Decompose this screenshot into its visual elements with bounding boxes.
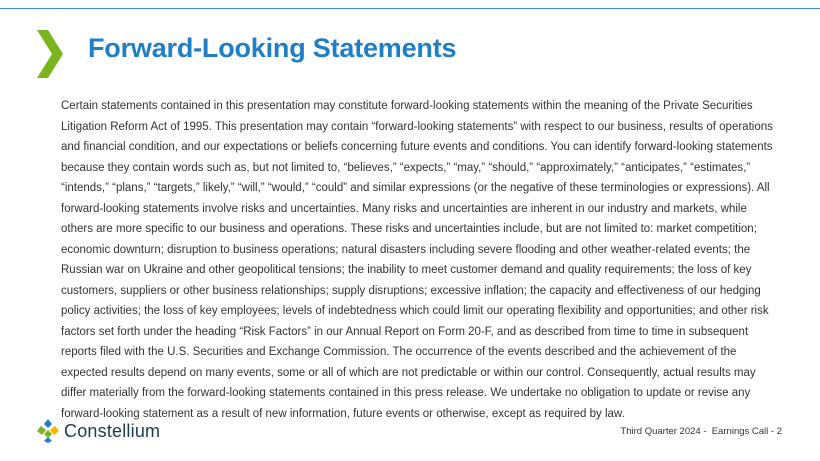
footer-page-info: Third Quarter 2024 - Earnings Call - 2	[620, 426, 782, 437]
chevron-right-icon	[37, 30, 63, 78]
page-title: Forward-Looking Statements	[88, 33, 457, 63]
disclaimer-paragraph: Certain statements contained in this presentation may constitute forward-looking statements within the meaning of the Private Securities Litigation Reform Act of 1995. This presentation may contain “forward-looking statements” with respect to our business, results of operations and financial condition, and our expectations or beliefs concerning future events and conditions. You can identify forward-looking statements because they contain words such as, but not limited to, “believes,” “expects,” “may,” “should,” “approximately,” “anticipates,” “estimates,” “intends,” “plans,” “targets,” likely,” “will,” “would,” “could” and similar expressions (or the negative of these terminologies or expressions). All forward-looking statements involve risks and uncertainties. Many risks and uncertainties are inherent in our industry and markets, while others are more specific to our business and operations. These risks and uncertainties include, but are not limited to: market competition; economic downturn; disruption to business operations; natural disasters including severe flooding and other weather-related events; the Russian war on Ukraine and other geopolitical tensions; the inability to meet customer demand and quality requirements; the loss of key customers, suppliers or other business relationships; supply disruptions; excessive inflation; the capacity and effectiveness of our hedging policy activities; the loss of key employees; levels of indebtedness which could limit our operating flexibility and opportunities; and other risk factors set forth under the heading “Risk Factors” in our Annual Report on Form 20-F, and as described from time to time in subsequent reports filed with the U.S. Securities and Exchange Commission. The occurrence of the events described and the achievement of the expected results depend on many events, some or all of which are not predictable or within our control. Consequently, actual results may differ materially from the forward-looking statements contained in this press release. We undertake no obligation to update or revise any forward-looking statement as a result of new information, future events or otherwise, except as required by law.	[61, 100, 773, 420]
brand-name: Constellium	[64, 420, 161, 441]
constellium-logo-icon	[37, 419, 59, 443]
top-divider	[0, 8, 820, 9]
company-logo	[37, 418, 160, 444]
